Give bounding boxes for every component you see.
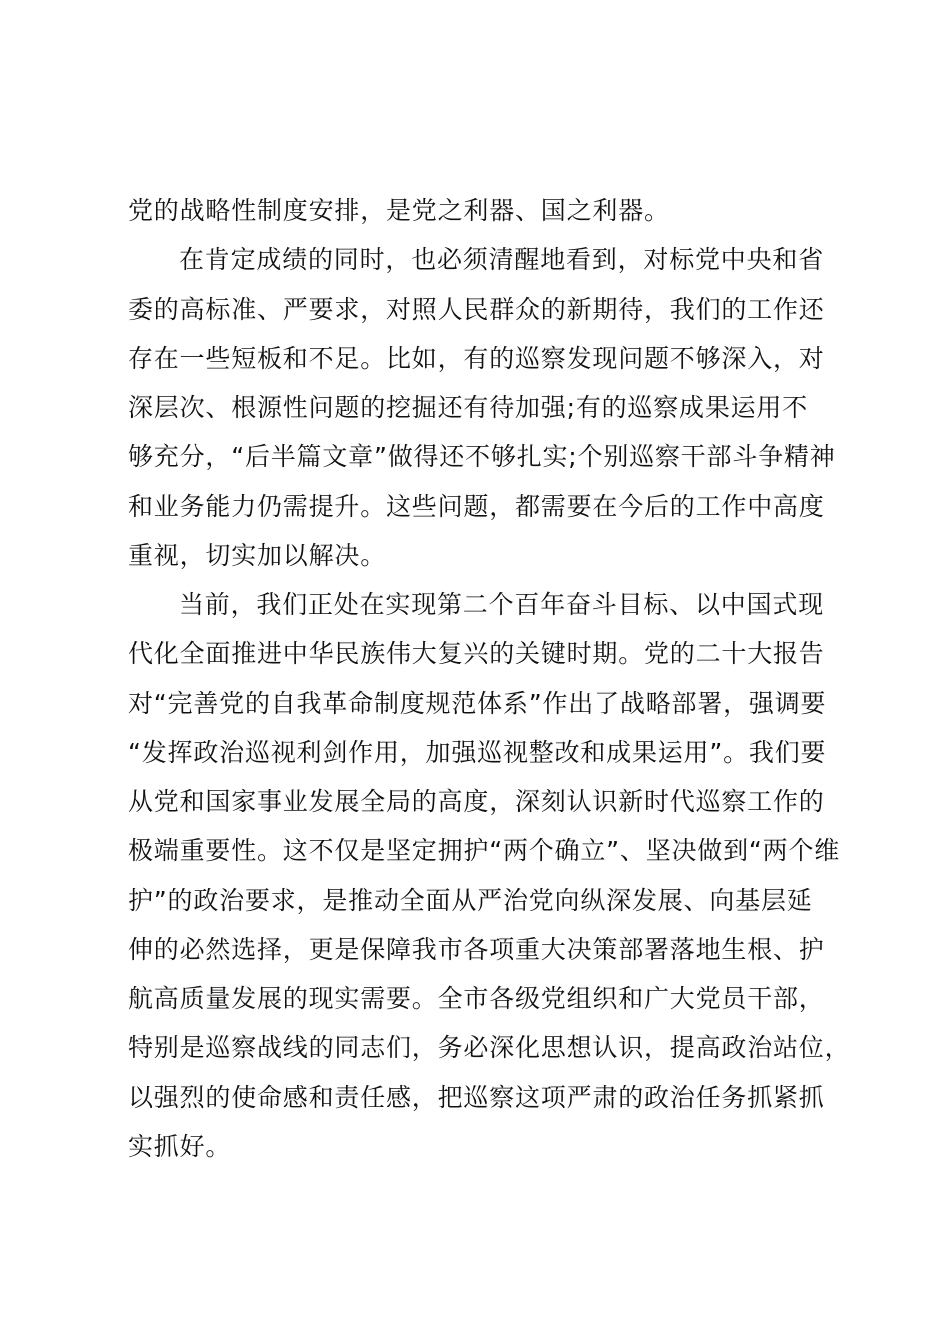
text-line: 代化全面推进中华民族伟大复兴的关键时期。党的二十大报告 (128, 639, 825, 669)
text-line: 护”的政治要求，是推动全面从严治党向纵深发展、向基层延 (128, 885, 813, 915)
text-line: 当前，我们正处在实现第二个百年奋斗目标、以中国式现 (179, 590, 825, 619)
paragraph-continuation (128, 186, 828, 235)
text-line: 特别是巡察战线的同志们，务必深化思想认识，提高政治站位， (128, 1033, 851, 1063)
text-line: 委的高标准、严要求，对照人民群众的新期待，我们的工作还 (128, 294, 825, 324)
text-line: 党的战略性制度安排，是党之利器、国之利器。 (128, 196, 670, 225)
text-line: 实抓好。 (128, 1131, 232, 1161)
paragraph-shortcomings (128, 235, 836, 580)
text-line: 从党和国家事业发展全局的高度，深刻认识新时代巡察工作的 (128, 787, 825, 816)
document-body (128, 186, 851, 1171)
text-line: 存在一些短板和不足。比如，有的巡察发现问题不够深入，对 (128, 343, 825, 373)
text-line: 对“完善党的自我革命制度规范体系”作出了战略部署，强调要 (128, 688, 827, 718)
text-line: 重视，切实加以解决。 (128, 540, 387, 570)
paragraph-current-period (128, 580, 851, 1171)
text-line: 深层次、根源性问题的挖掘还有待加强;有的巡察成果运用不 (128, 393, 809, 422)
text-line: 在肯定成绩的同时，也必须清醒地看到，对标党中央和省 (179, 245, 825, 275)
text-line: 极端重要性。这不仅是坚定拥护“两个确立”、坚决做到“两个维 (128, 836, 841, 866)
text-line: 够充分，“后半篇文章”做得还不够扎实;个别巡察干部斗争精神 (128, 442, 836, 472)
text-line: 航高质量发展的现实需要。全市各级党组织和广大党员干部， (128, 984, 825, 1013)
text-line: 和业务能力仍需提升。这些问题，都需要在今后的工作中高度 (128, 491, 825, 521)
text-line: 以强烈的使命感和责任感，把巡察这项严肃的政治任务抓紧抓 (128, 1082, 825, 1112)
text-line: “发挥政治巡视利剑作用，加强巡视整改和成果运用”。我们要 (128, 737, 827, 767)
text-line: 伸的必然选择，更是保障我市各项重大决策部署落地生根、护 (128, 934, 825, 964)
